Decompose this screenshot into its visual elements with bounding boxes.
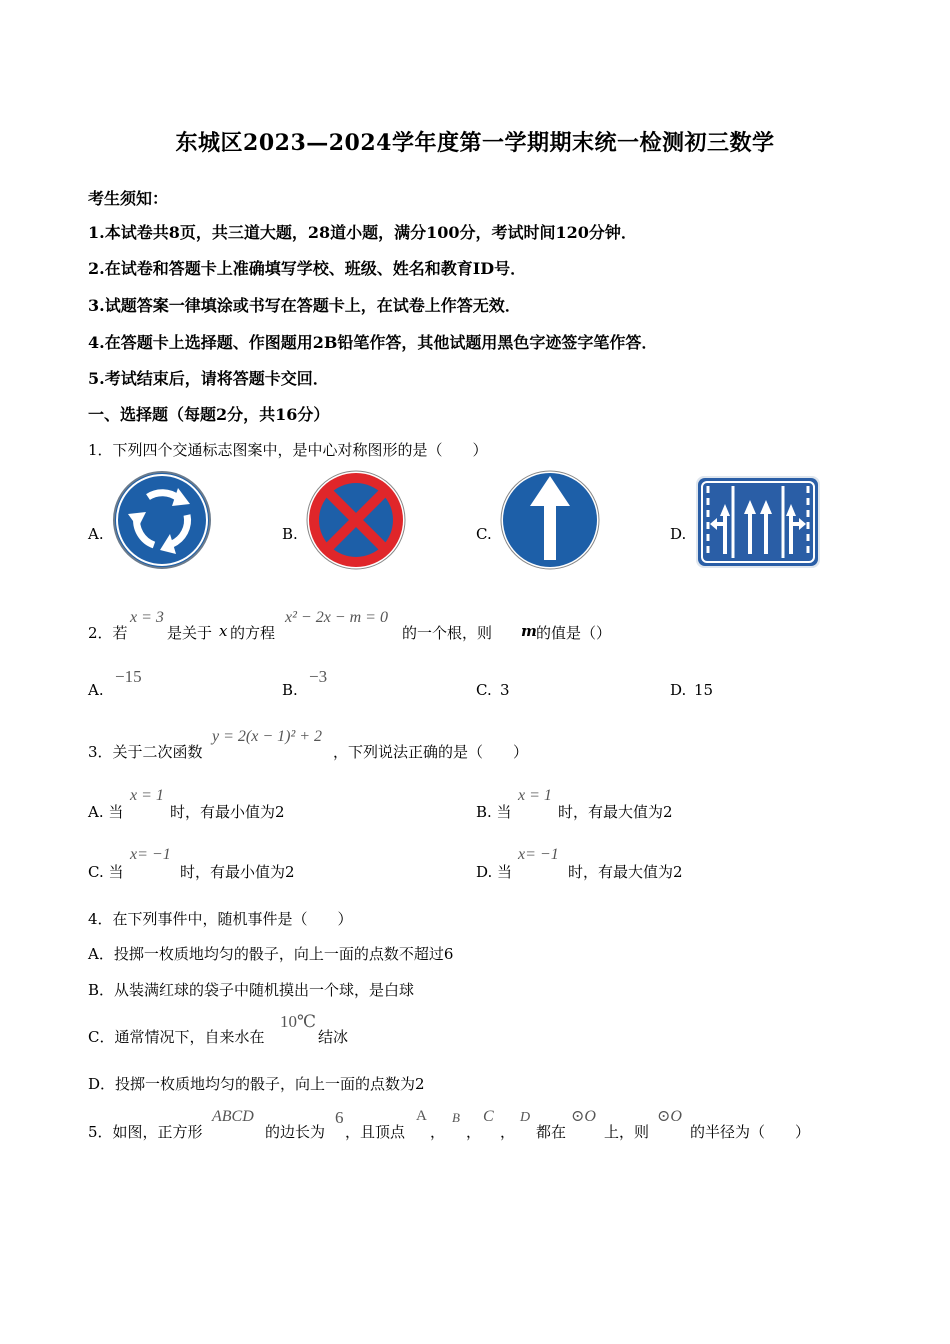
q3-option-a-math: x = 1: [130, 787, 164, 804]
q2-variable: x: [219, 622, 228, 640]
q3-option-b-text: 时，有最大值为2: [558, 803, 673, 821]
q4-option-c: C．通常情况下，自来水在: [88, 1028, 265, 1046]
q2-text: 的值是（）: [536, 624, 612, 642]
straight-ahead-sign-icon: [498, 470, 602, 570]
q3-option-c-text: 时，有最小值为2: [180, 863, 295, 881]
q5-math: ⊙O: [571, 1108, 596, 1125]
section-heading: 一、选择题（每题2分，共16分）: [88, 405, 330, 424]
q3-option-a-text: 时，有最小值为2: [170, 803, 285, 821]
q5-text: ，: [430, 1123, 446, 1141]
notice-heading: 考生须知：: [88, 189, 169, 208]
notice-item: 4.在答题卡上选择题、作图题用2B铅笔作答，其他试题用黑色字迹签字笔作答．: [88, 333, 658, 352]
q2-option-d-value: 15: [694, 681, 714, 699]
q5-text: 的边长为: [265, 1123, 326, 1141]
q4-option-b: B．从装满红球的袋子中随机摸出一个球，是白球: [88, 981, 415, 999]
roundabout-sign-icon: [110, 470, 214, 570]
q5-math: 6: [335, 1108, 344, 1127]
notice-item: 2.在试卷和答题卡上准确填写学校、班级、姓名和教育ID号．: [88, 259, 527, 278]
q2-option-c-value: 3: [500, 681, 510, 699]
q2-option-b-value: −3: [309, 667, 328, 686]
q4-option-d: D．投掷一枚质地均匀的骰子，向上一面的点数为2: [88, 1075, 425, 1093]
q2-equation: x² − 2x − m = 0: [285, 609, 388, 626]
q2-option-b-label: B.: [282, 681, 298, 699]
q3-text: 3．关于二次函数: [88, 743, 203, 761]
q5-math: C: [483, 1108, 494, 1125]
q3-option-c-math: x= −1: [130, 846, 171, 863]
q3-option-c-label: C. 当: [88, 863, 124, 881]
q2-text: 2．若: [88, 624, 128, 642]
q2-text: 的方程: [230, 624, 276, 642]
q3-option-d-math: x= −1: [518, 846, 559, 863]
q5-math: ABCD: [212, 1108, 254, 1125]
no-stopping-sign-icon: [304, 470, 408, 570]
q3-option-b-label: B. 当: [476, 803, 512, 821]
q1-option-a: A.: [88, 525, 104, 543]
q3-function: y = 2(x − 1)² + 2: [212, 728, 323, 745]
q5-text: ，: [466, 1123, 482, 1141]
q5-math: ⊙O: [657, 1108, 682, 1125]
q1-option-b: B.: [282, 525, 298, 543]
q5-text: ，: [500, 1123, 516, 1141]
q2-option-c-label: C.: [476, 681, 492, 699]
lane-direction-sign-icon: [696, 476, 820, 568]
q2-variable: m: [521, 622, 537, 640]
q3-option-d-label: D. 当: [476, 863, 513, 881]
q3-option-b-math: x = 1: [518, 787, 552, 804]
q5-text: 都在: [536, 1123, 567, 1141]
q2-option-a-label: A.: [88, 681, 104, 699]
q2-math: x = 3: [130, 609, 164, 626]
page-title: 东城区2023—2024学年度第一学期期末统一检测初三数学: [175, 130, 775, 156]
q5-math: D: [520, 1110, 531, 1125]
q5-text: ，且顶点: [345, 1123, 406, 1141]
q1-option-d: D.: [670, 525, 687, 543]
q5-math: A: [416, 1108, 427, 1124]
q3-text: ，下列说法正确的是（ ）: [333, 743, 529, 761]
q4-option-c-math: 10℃: [280, 1012, 317, 1031]
q4-stem: 4．在下列事件中，随机事件是（ ）: [88, 910, 353, 928]
q2-text: 的一个根，则: [402, 624, 493, 642]
q2-option-a-value: −15: [115, 667, 142, 686]
q1-stem: 1．下列四个交通标志图案中，是中心对称图形的是（ ）: [88, 441, 488, 459]
q4-option-c-text: 结冰: [318, 1028, 349, 1046]
q4-option-a: A．投掷一枚质地均匀的骰子，向上一面的点数不超过6: [88, 945, 454, 963]
q5-text: 5．如图，正方形: [88, 1123, 203, 1141]
q5-text: 的半径为（ ）: [690, 1123, 811, 1141]
notice-item: 5.考试结束后，请将答题卡交回．: [88, 369, 329, 388]
q2-text: 是关于: [167, 624, 213, 642]
q5-math: B: [452, 1110, 460, 1125]
q1-option-c: C.: [476, 525, 492, 543]
notice-item: 3.试题答案一律填涂或书写在答题卡上，在试卷上作答无效．: [88, 296, 521, 315]
q3-option-d-text: 时，有最大值为2: [568, 863, 683, 881]
q5-text: 上，则: [604, 1123, 650, 1141]
notice-item: 1.本试卷共8页，共三道大题，28道小题，满分100分，考试时间120分钟．: [88, 223, 637, 242]
q2-option-d-label: D.: [670, 681, 687, 699]
q3-option-a-label: A. 当: [88, 803, 124, 821]
